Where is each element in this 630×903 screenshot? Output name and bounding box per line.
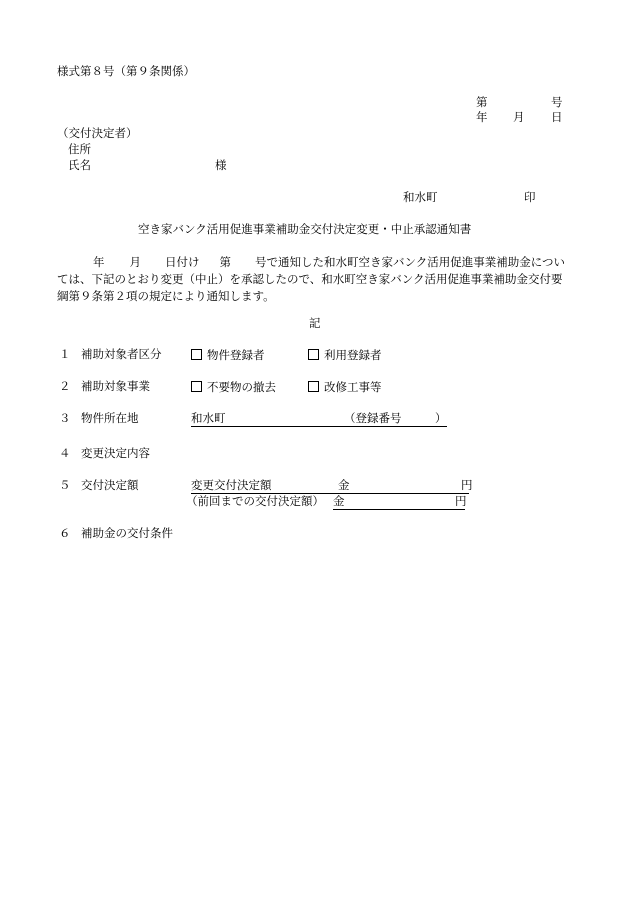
checkbox-icon[interactable] bbox=[308, 349, 319, 360]
seal-mark: 印 bbox=[524, 190, 536, 204]
form-number: 様式第８号（第９条関係） bbox=[57, 64, 195, 78]
previous-amount-suffix: 円 bbox=[455, 494, 467, 508]
item1-option-a-label: 物件登録者 bbox=[207, 348, 265, 362]
property-location-field[interactable] bbox=[191, 413, 447, 427]
date-day: 日 bbox=[551, 110, 563, 124]
item2-number: ２ bbox=[59, 379, 71, 393]
name-label: 氏名 bbox=[68, 158, 91, 172]
item1-option-b[interactable] bbox=[308, 349, 382, 362]
honorific: 様 bbox=[215, 158, 227, 172]
changed-amount-field[interactable] bbox=[191, 478, 473, 494]
registration-number-open: （登録番号 bbox=[344, 411, 402, 425]
item2-label: 補助対象事業 bbox=[81, 379, 150, 393]
checkbox-icon[interactable] bbox=[191, 349, 202, 360]
body-sentence: 号で通知した和水町空き家バンク活用促進事業補助金については、下記のとおり変更（中止）を承認したので、和水町空き家バンク活用促進事業補助金交付要綱第９条第２項の規定により通知します。 bbox=[57, 255, 566, 303]
item6-label: 補助金の交付条件 bbox=[81, 526, 173, 540]
doc-number-suffix: 号 bbox=[551, 95, 563, 109]
date-year: 年 bbox=[476, 110, 488, 124]
item1-number: １ bbox=[59, 347, 71, 361]
item4-number: ４ bbox=[59, 446, 71, 460]
item1-option-a[interactable] bbox=[191, 349, 265, 362]
notice-body bbox=[57, 254, 573, 305]
body-day-dated: 日付け bbox=[165, 255, 200, 269]
item1-option-b-label: 利用登録者 bbox=[324, 348, 382, 362]
changed-amount-label: 変更交付決定額 bbox=[191, 478, 272, 492]
changed-amount-suffix: 円 bbox=[461, 478, 473, 492]
item2-option-a[interactable] bbox=[191, 381, 276, 394]
item5-number: ５ bbox=[59, 478, 71, 492]
registration-number-close: ） bbox=[435, 411, 447, 425]
date-month: 月 bbox=[513, 110, 525, 124]
item3-label: 物件所在地 bbox=[81, 411, 139, 425]
property-town: 和水町 bbox=[191, 411, 226, 425]
ki-marker: 記 bbox=[309, 316, 321, 330]
recipient-heading: （交付決定者） bbox=[57, 126, 138, 140]
item6-number: ６ bbox=[59, 526, 71, 540]
previous-amount-field[interactable] bbox=[333, 496, 465, 510]
item2-option-a-label: 不要物の撤去 bbox=[207, 380, 276, 394]
address-label: 住所 bbox=[68, 142, 91, 156]
body-year: 年 bbox=[93, 255, 105, 269]
item3-number: ３ bbox=[59, 411, 71, 425]
changed-amount-prefix: 金 bbox=[338, 478, 350, 492]
issuer-name: 和水町 bbox=[403, 190, 438, 204]
item2-option-b-label: 改修工事等 bbox=[324, 380, 382, 394]
document-title: 空き家バンク活用促進事業補助金交付決定変更・中止承認通知書 bbox=[138, 222, 472, 236]
body-month: 月 bbox=[129, 255, 141, 269]
previous-amount-label: （前回までの交付決定額） bbox=[186, 494, 324, 508]
checkbox-icon[interactable] bbox=[191, 381, 202, 392]
item2-option-b[interactable] bbox=[308, 381, 382, 394]
body-number-prefix: 第 bbox=[219, 255, 231, 269]
checkbox-icon[interactable] bbox=[308, 381, 319, 392]
item5-label: 交付決定額 bbox=[81, 478, 139, 492]
item1-label: 補助対象者区分 bbox=[81, 347, 162, 361]
previous-amount-prefix: 金 bbox=[333, 494, 345, 508]
doc-number-prefix: 第 bbox=[476, 95, 488, 109]
item4-label: 変更決定内容 bbox=[81, 446, 150, 460]
